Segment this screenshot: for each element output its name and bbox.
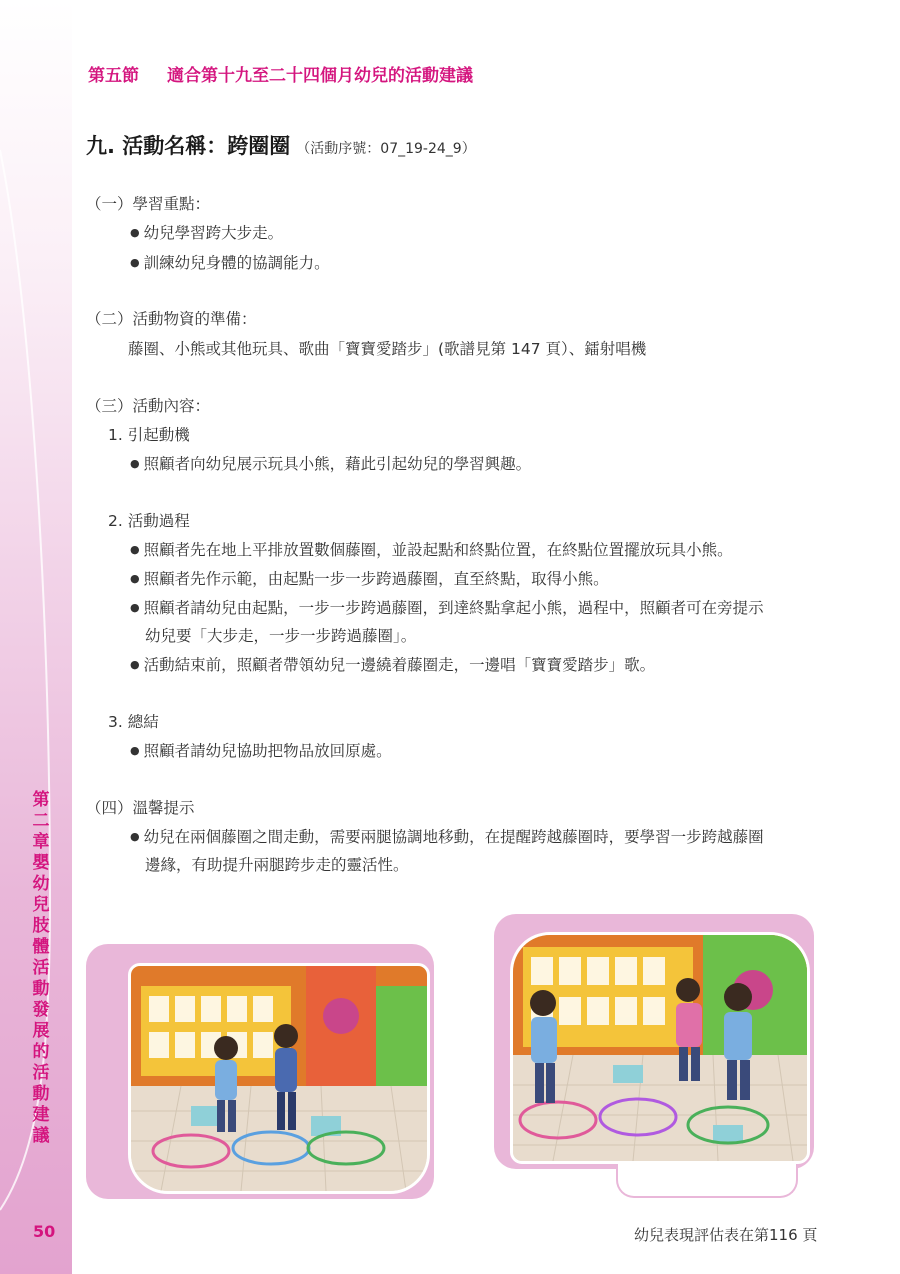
- materials-text: 藤圈、小熊或其他玩具、歌曲「寶寶愛踏步」(歌譜見第 147 頁）、鐳射唱機: [128, 340, 647, 358]
- assessment-footer-note: 幼兒表現評估表在第116 頁: [634, 1226, 818, 1244]
- summary-label: 3. 總結: [108, 713, 159, 731]
- activity-photo-left: [128, 963, 430, 1194]
- motivation-item-1: ● 照顧者向幼兒展示玩具小熊，藉此引起幼兒的學習興趣。: [130, 452, 531, 474]
- content-heading: （三）活動內容：: [86, 397, 211, 415]
- process-item-3-continued: 幼兒要「大步走，一步一步跨過藤圈」。: [145, 627, 417, 645]
- page-number: 50: [33, 1222, 56, 1241]
- photo-frame-tab: [616, 1160, 798, 1198]
- process-item-1: ● 照顧者先在地上平排放置數個藤圈，並設起點和終點位置，在終點位置擺放玩具小熊。: [130, 538, 733, 560]
- process-item-2: ● 照顧者先作示範，由起點一步一步跨過藤圈，直至終點，取得小熊。: [130, 567, 609, 589]
- activity-photo-right: [510, 932, 810, 1164]
- summary-item-1: ● 照顧者請幼兒協助把物品放回原處。: [130, 739, 392, 761]
- activity-title: [86, 130, 476, 160]
- learning-focus-item-1: ● 幼兒學習跨大步走。: [130, 221, 283, 243]
- tips-heading: （四）溫馨提示: [86, 799, 195, 817]
- process-label: 2. 活動過程: [108, 512, 190, 530]
- process-item-3: ● 照顧者請幼兒由起點，一步一步跨過藤圈，到達終點拿起小熊，過程中，照顧者可在旁提示: [130, 596, 764, 618]
- activity-code: （活動序號：07_19-24_9）: [296, 141, 476, 157]
- learning-focus-heading: （一）學習重點：: [86, 195, 211, 213]
- process-item-4: ● 活動結束前，照顧者帶領幼兒一邊繞着藤圈走，一邊唱「寶寶愛踏步」歌。: [130, 653, 655, 675]
- tips-item-1: ● 幼兒在兩個藤圈之間走動，需要兩腿協調地移動，在提醒跨越藤圈時，要學習一步跨越藤圈: [130, 825, 764, 847]
- activity-name: 九. 活動名稱：跨圈圈: [86, 134, 291, 158]
- chapter-title: 第二章 嬰幼兒肢體活動發展的活動建議: [32, 790, 50, 1146]
- learning-focus-item-2: ● 訓練幼兒身體的協調能力。: [130, 251, 330, 273]
- section-header: [88, 61, 473, 86]
- section-number: 第五節: [88, 66, 139, 86]
- motivation-label: 1. 引起動機: [108, 426, 190, 444]
- section-title: 適合第十九至二十四個月幼兒的活動建議: [167, 66, 473, 86]
- materials-heading: （二）活動物資的準備：: [86, 310, 257, 328]
- tips-item-1-continued: 邊緣，有助提升兩腿跨步走的靈活性。: [145, 856, 409, 874]
